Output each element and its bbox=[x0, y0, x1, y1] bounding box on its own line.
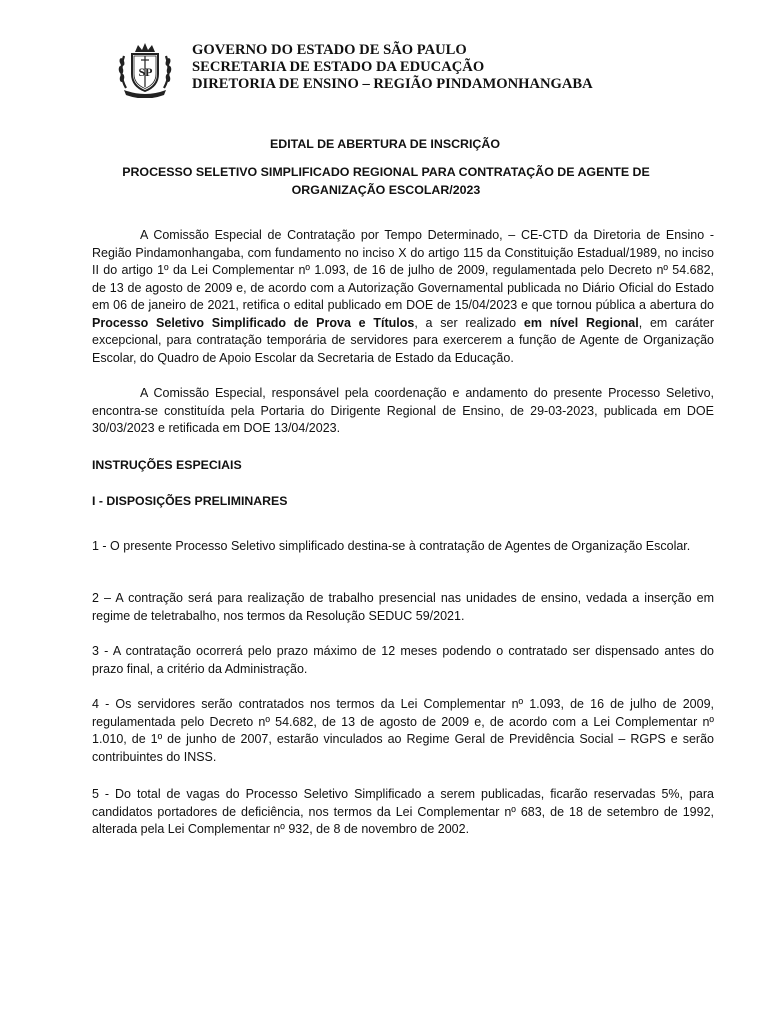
sao-paulo-coat-of-arms-icon bbox=[116, 40, 174, 98]
header-secretariat: SECRETARIA DE ESTADO DA EDUCAÇÃO bbox=[192, 59, 485, 75]
letterhead-text bbox=[192, 42, 593, 93]
list-item: 3 - A contratação ocorrerá pelo prazo máximo de 12 meses podendo o contratado ser dispensado antes do prazo final, a critério da Administração. bbox=[92, 644, 714, 676]
list-item: 4 - Os servidores serão contratados nos termos da Lei Complementar nº 1.093, de 16 de julho de 2009, regulamentada pelo Decreto nº 54.682, de 13 de agosto de 2009 e, de acordo com a Lei Complementar nº 1.010, de 1º de junho de 2007, estarão vinculados ao Regime Geral de Previdência Social – RGPS e serão contribuintes do INSS. bbox=[92, 697, 714, 764]
document-subtitle: PROCESSO SELETIVO SIMPLIFICADO REGIONAL PARA CONTRATAÇÃO DE AGENTE DE ORGANIZAÇÃO ESCOLAR/2023 bbox=[122, 165, 650, 197]
seal-letter-s: SP bbox=[138, 65, 153, 79]
list-item: 1 - O presente Processo Seletivo simplificado destina-se à contratação de Agentes de Organização Escolar. bbox=[92, 539, 691, 553]
document-title: EDITAL DE ABERTURA DE INSCRIÇÃO bbox=[270, 137, 500, 151]
list-item: 5 - Do total de vagas do Processo Seletivo Simplificado a serem publicadas, ficarão reservadas 5%, para candidatos portadores de deficiência, nos termos da Lei Complementar nº 683, de 18 de setembro de 1992, alterada pela Lei Complementar nº 932, de 8 de novembro de 2002. bbox=[92, 787, 714, 837]
header-directorate: DIRETORIA DE ENSINO – REGIÃO PINDAMONHANGABA bbox=[192, 76, 593, 92]
section-heading-instructions: INSTRUÇÕES ESPECIAIS bbox=[92, 458, 242, 472]
list-item: 2 – A contração será para realização de trabalho presencial nas unidades de ensino, vedada a inserção em regime de teletrabalho, nos termos da Resolução SEDUC 59/2021. bbox=[92, 591, 714, 623]
intro-bold-2: em nível Regional bbox=[523, 315, 639, 330]
intro-bold-1: Processo Seletivo Simplificado de Prova e Títulos bbox=[92, 315, 415, 330]
intro-paragraph bbox=[92, 227, 714, 367]
intro-text-2: , a ser realizado bbox=[414, 315, 524, 330]
intro-text-3: , em caráter excepcional, para contratação temporária de servidores para exercerem a função de Agente de Organização Escolar, do Quadro de Apoio Escolar da Secretaria de Estado da Educação. bbox=[92, 315, 714, 365]
commission-paragraph: A Comissão Especial, responsável pela coordenação e andamento do presente Processo Seletivo, encontra-se constituída pela Portaria do Dirigente Regional de Ensino, de 29-03-2023, publicada em DOE 30/03/2023 e retificada em DOE 13/04/2023. bbox=[92, 386, 714, 436]
section-heading-preliminary: I - DISPOSIÇÕES PRELIMINARES bbox=[92, 494, 288, 508]
intro-text-1: A Comissão Especial de Contratação por Tempo Determinado, – CE-CTD da Diretoria de Ensino - Região Pindamonhangaba, com fundamento no inciso X do artigo 115 da Constituição Estadual/1989, no inciso II do artigo 1º da Lei Complementar nº 1.093, de 16 de julho de 2009, regulamentada pelo Decreto nº 54.682, de 13 de agosto de 2009 e, de acordo com a Autorização Governamental publicada no Diário Oficial do Estado em 06 de janeiro de 2021, retifica o edital publicado em DOE de 15/04/2023 e que tornou pública a abertura do bbox=[92, 228, 714, 313]
header-government: GOVERNO DO ESTADO DE SÃO PAULO bbox=[192, 42, 467, 58]
